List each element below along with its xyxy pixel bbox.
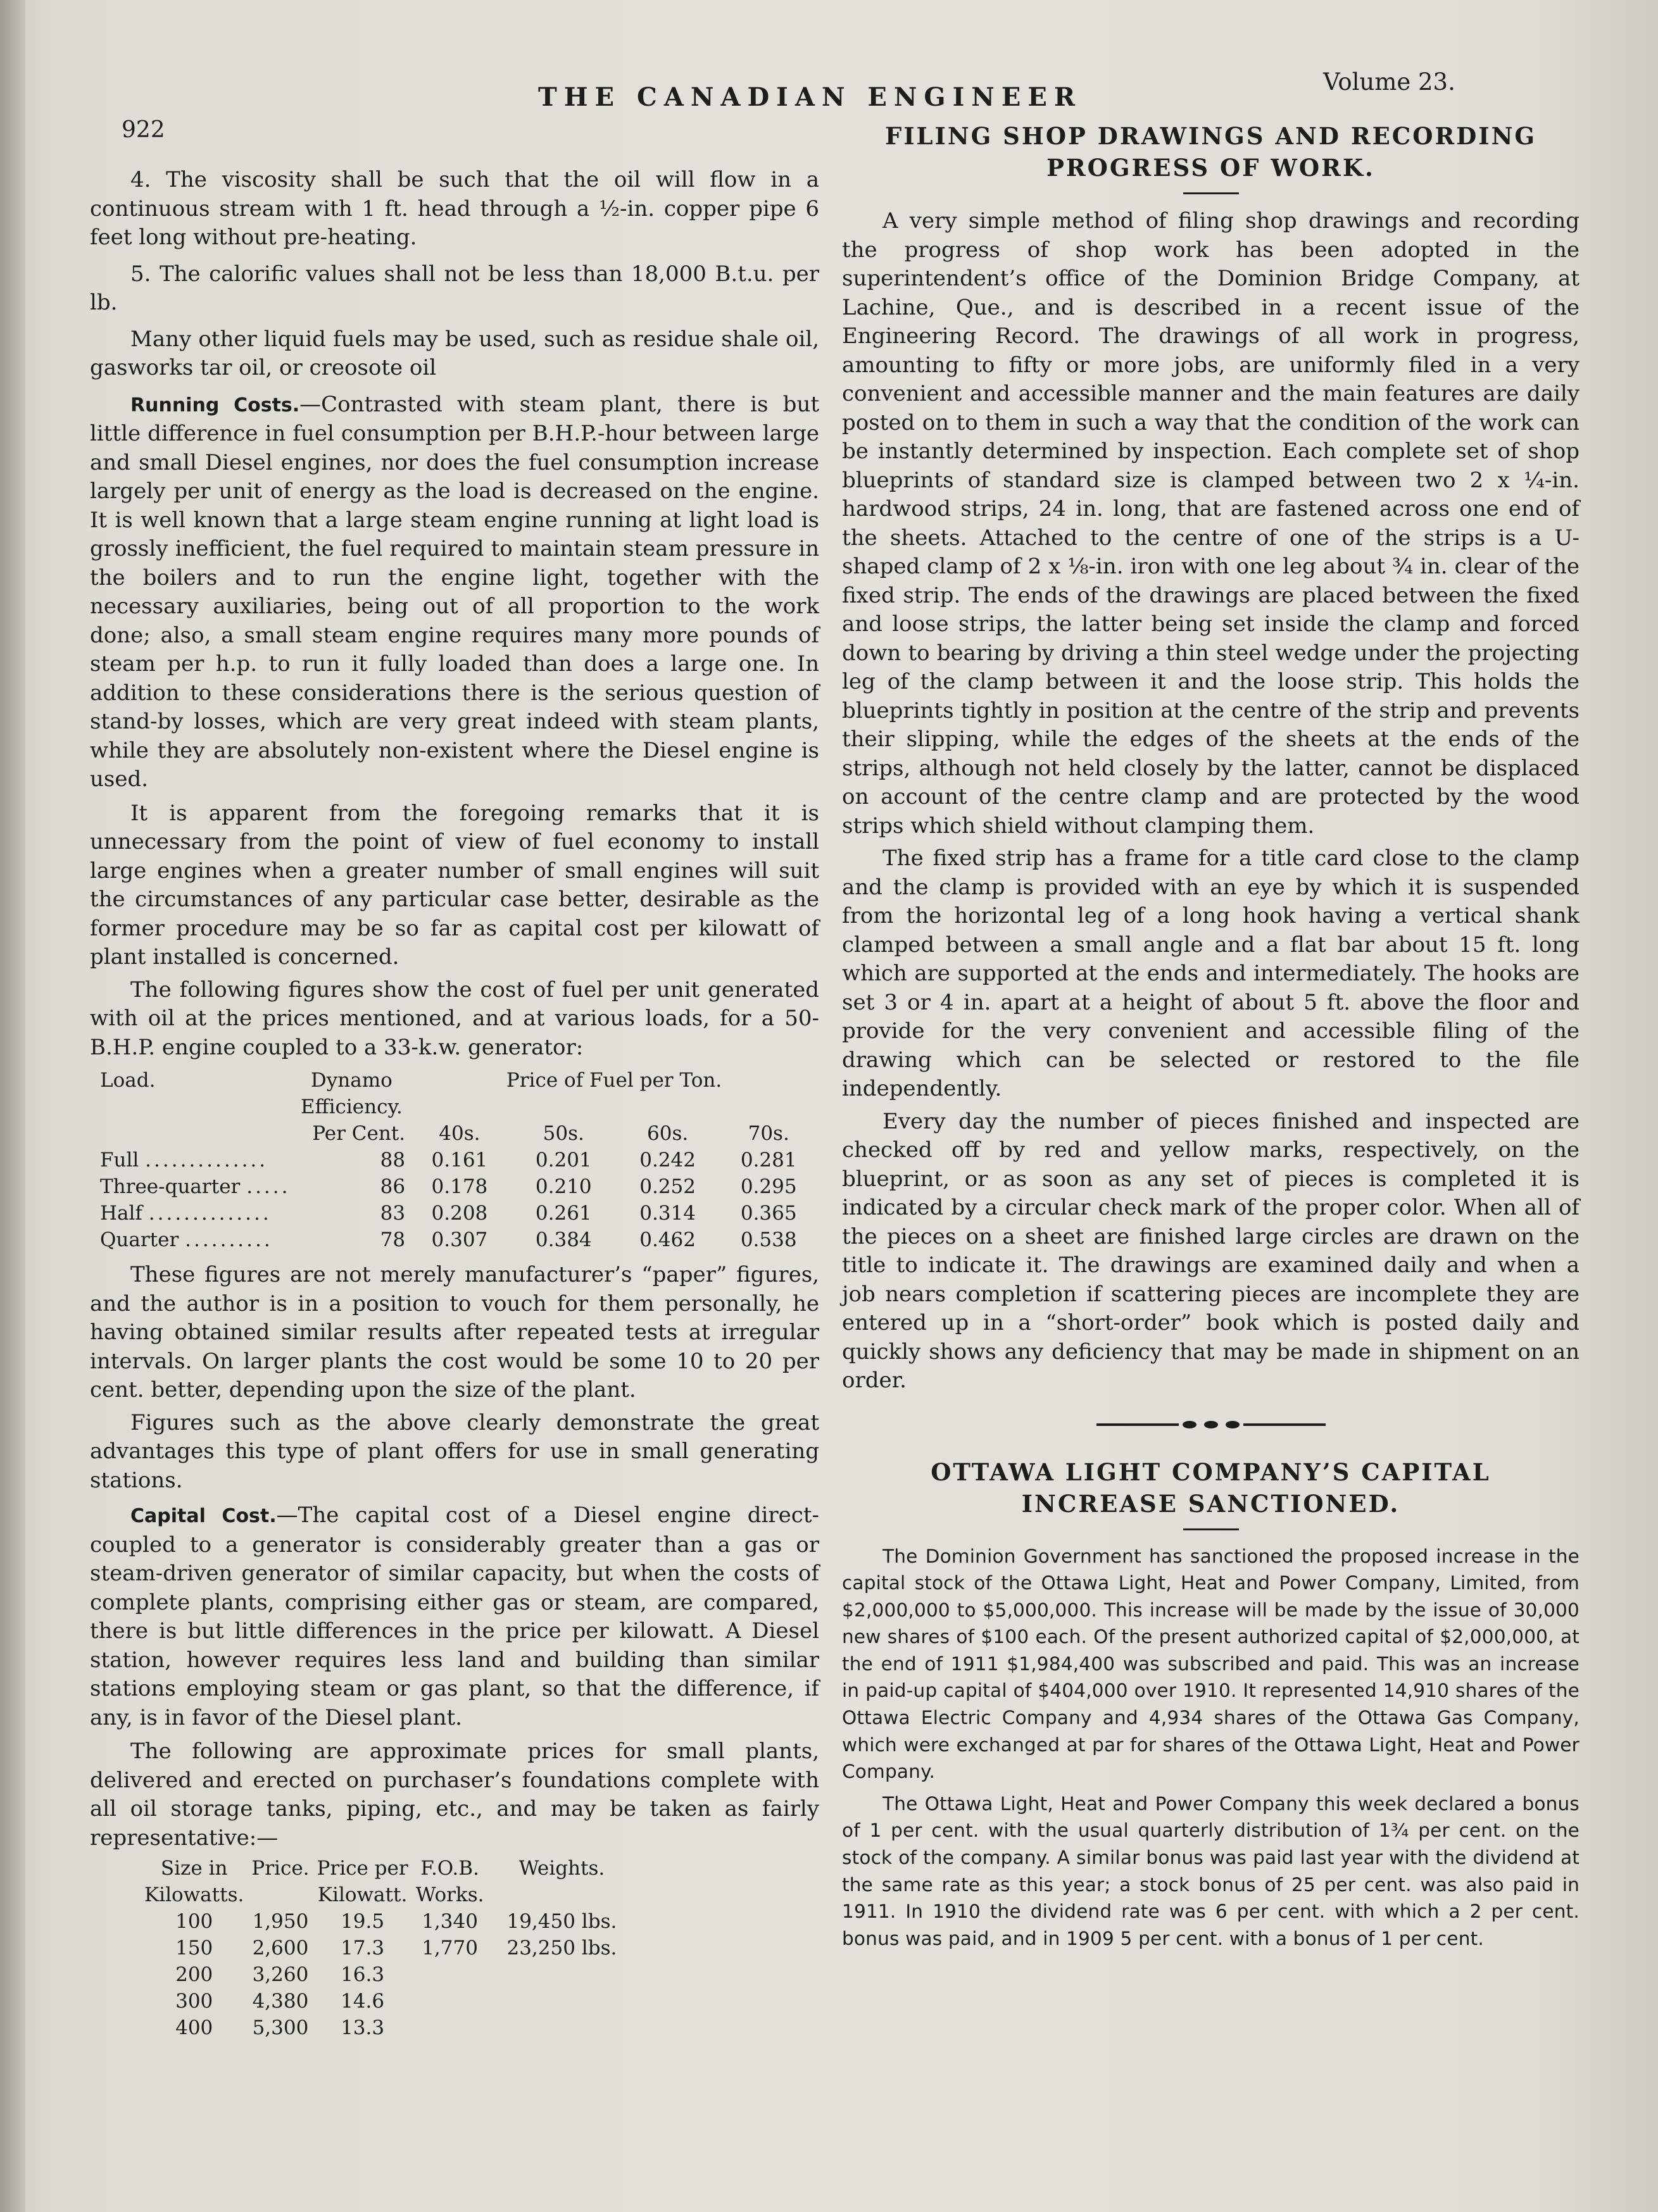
table-cell: 150 — [175, 1937, 213, 1959]
volume-label: Volume 23. — [1323, 68, 1455, 96]
row-label: Half — [100, 1202, 142, 1225]
table-cell: 0.201 — [535, 1149, 592, 1172]
table-row — [96, 1147, 819, 1173]
table-cell: 78 — [380, 1228, 406, 1251]
left-column — [90, 166, 819, 2041]
table-cell: 17.3 — [341, 1937, 385, 1959]
table-cell: 1,770 — [422, 1937, 478, 1959]
title-line: OTTAWA LIGHT COMPANY’S CAPITAL — [931, 1458, 1491, 1486]
column-header: Price. — [251, 1857, 310, 1880]
table-cell: 0.208 — [431, 1202, 488, 1225]
table-cell — [412, 2015, 488, 2041]
table-cell — [487, 1988, 620, 2015]
section-heading: Running Costs. — [130, 394, 300, 416]
table-row — [141, 1988, 620, 2015]
table-cell: 3,260 — [252, 1963, 309, 1986]
table-cell: 100 — [175, 1910, 213, 1933]
section-heading: Capital Cost. — [130, 1505, 277, 1527]
paragraph: Every day the number of pieces finished and inspected are checked off by red and yellow marks, respectively, on the blueprint, or as soon as any set of pieces is completed it is indicated by a circular check mark of the proper color. When all of the pieces on a sheet are finished large circles are drawn on the title to indicate it. The drawings are examined daily and when a job nears completion if scattering pieces are incomplete they are entered up in a “short-order” book which is posted daily and quickly shows any deficiency that may be made in shipment on an order. — [842, 1108, 1579, 1393]
paragraph: Many other liquid fuels may be used, such as residue shale oil, gasworks tar oil, or creosote oil — [90, 326, 819, 380]
table-header-row — [141, 1882, 620, 1908]
leader-dots: .............. — [148, 1202, 272, 1225]
table-cell: 86 — [380, 1175, 406, 1198]
column-header: Efficiency. — [300, 1096, 403, 1118]
table-cell: 5,300 — [252, 2016, 309, 2039]
table-cell: 2,600 — [252, 1937, 309, 1959]
column-header: Dynamo — [310, 1069, 393, 1092]
paragraph — [90, 391, 819, 794]
article-title — [842, 1456, 1579, 1520]
table-row — [141, 1935, 620, 1961]
table-cell: 14.6 — [341, 1990, 385, 2013]
journal-title: THE CANADIAN ENGINEER — [538, 82, 1083, 112]
paragraph: 4. The viscosity shall be such that the oil will flow in a continuous stream with 1 ft. head through a ½-in. copper pipe 6 feet long without pre-heating. — [90, 167, 819, 250]
paragraph: The Ottawa Light, Heat and Power Company this week declared a bonus of 1 per cent. with the usual quarterly distribution of 1¾ per cent. on the stock of the company. A similar bonus was paid last year with the dividend at the same rate as this year; a stock bonus of 25 per cent. was also paid in 1911. In 1910 the dividend rate was 6 per cent. with which a 2 per cent. bonus was paid, and in 1909 5 per cent. with a bonus of 1 per cent. — [842, 1792, 1579, 1949]
row-label: Full — [100, 1149, 139, 1172]
table-cell: 83 — [380, 1202, 406, 1225]
column-header: Kilowatts. — [144, 1884, 244, 1906]
column-header: Per Cent. — [312, 1122, 406, 1145]
table-cell: 300 — [175, 1990, 213, 2013]
column-header: Price per — [317, 1857, 408, 1880]
column-header: 70s. — [748, 1122, 789, 1145]
column-header: 50s. — [543, 1122, 584, 1145]
paragraph: The following figures show the cost of fuel per unit generated with oil at the prices mentioned, and at various loads, for a 50-B.H.P. engine coupled to a 33-k.w. generator: — [90, 977, 819, 1060]
section-ornament — [842, 1421, 1579, 1428]
column-header: 40s. — [439, 1122, 480, 1145]
table-row — [141, 1908, 620, 1935]
paragraph: The following are approximate prices for small plants, delivered and erected on purchaser’s foundations complete with all oil storage tanks, piping, etc., and may be taken as fairly representative:— — [90, 1739, 819, 1851]
table-cell — [412, 1988, 488, 2015]
table-cell: 0.295 — [740, 1175, 797, 1198]
paragraph-text: —The capital cost of a Diesel engine direct-coupled to a generator is considerably greater than a gas or steam-driven generator of similar capacity, but when the costs of complete plants, comprising either gas or steam, are compared, there is but little differences in the price per kilowatt. A Diesel station, however requires less land and building than similar stations employing steam or gas plant, so that the difference, if any, is in favor of the Diesel plant. — [90, 1503, 819, 1730]
table-cell: 16.3 — [341, 1963, 385, 1986]
table-header-row — [141, 1855, 620, 1882]
paragraph: 5. The calorific values shall not be less than 18,000 B.t.u. per lb. — [90, 261, 819, 315]
table-row — [96, 1227, 819, 1253]
table-cell — [487, 1961, 620, 1988]
table-cell: 0.178 — [431, 1175, 488, 1198]
table-cell: 19.5 — [341, 1910, 385, 1933]
article-body — [842, 1543, 1579, 1953]
column-header: Price of Fuel per Ton. — [506, 1069, 722, 1092]
table-cell: 0.252 — [639, 1175, 696, 1198]
column-header: Works. — [415, 1884, 484, 1906]
table-cell: 0.261 — [535, 1202, 592, 1225]
table-cell: 0.462 — [639, 1228, 696, 1251]
table-cell: 0.538 — [740, 1228, 797, 1251]
paragraph: These figures are not merely manufacturer’s “paper” figures, and the author is in a position to vouch for them personally, he having obtained similar results after repeated tests at irregular intervals. On larger plants the cost would be some 10 to 20 per cent. better, depending upon the size of the plant. — [90, 1262, 819, 1403]
table-cell: 0.281 — [740, 1149, 797, 1172]
table-cell: 0.307 — [431, 1228, 488, 1251]
paragraph — [90, 1501, 819, 1732]
column-header: 60s. — [647, 1122, 689, 1145]
table-header-row — [96, 1094, 819, 1120]
leader-dots: ..... — [246, 1175, 291, 1198]
row-label: Three-quarter — [100, 1175, 241, 1198]
column-header: Weights. — [518, 1857, 605, 1880]
page-number: 922 — [122, 117, 165, 143]
table-cell: 400 — [175, 2016, 213, 2039]
table-row — [96, 1200, 819, 1227]
title-line: FILING SHOP DRAWINGS AND RECORDING — [884, 122, 1537, 150]
title-rule — [1183, 1528, 1239, 1530]
table-cell: 1,950 — [252, 1910, 309, 1933]
column-header: Kilowatt. — [317, 1884, 408, 1906]
table-cell: 13.3 — [341, 2016, 385, 2039]
article-title — [842, 120, 1579, 184]
table-cell: 0.384 — [535, 1228, 592, 1251]
paragraph: The fixed strip has a frame for a title card close to the clamp and the clamp is provided with an eye by which it is suspended from the horizontal leg of a long hook having a vertical shank clamped between a small angle and a flat bar about 15 ft. long which are supported at the ends and intermediately. The hooks are set 3 or 4 in. apart at a height of about 5 ft. above the floor and provide for the very convenient and accessible filing of the drawing which can be selected or restored to the file independently. — [842, 846, 1579, 1101]
table-cell: 200 — [175, 1963, 213, 1986]
binding-gutter — [0, 0, 25, 2212]
column-header: Load. — [100, 1069, 156, 1092]
table-cell: 0.242 — [639, 1149, 696, 1172]
title-line: INCREASE SANCTIONED. — [1021, 1489, 1400, 1518]
plant-prices-table — [141, 1855, 620, 2041]
column-header: F.O.B. — [420, 1857, 479, 1880]
paragraph: Figures such as the above clearly demonstrate the great advantages this type of plant offers for use in small generating stations. — [90, 1409, 819, 1493]
table-cell: 0.365 — [740, 1202, 797, 1225]
table-row — [141, 2015, 620, 2041]
title-line: PROGRESS OF WORK. — [1046, 154, 1375, 182]
table-cell: 1,340 — [422, 1910, 478, 1933]
column-header: Size in — [160, 1857, 228, 1880]
right-column — [842, 120, 1579, 1952]
table-cell: 19,450 lbs. — [506, 1910, 617, 1933]
table-row — [96, 1173, 819, 1200]
table-header-row — [96, 1067, 819, 1094]
leader-dots: .............. — [145, 1149, 268, 1172]
table-cell: 23,250 lbs. — [506, 1937, 617, 1959]
table-cell: 88 — [380, 1149, 406, 1172]
table-cell: 4,380 — [252, 1990, 309, 2013]
table-cell: 0.210 — [535, 1175, 592, 1198]
fuel-cost-table — [96, 1067, 819, 1253]
row-label: Quarter — [100, 1228, 179, 1251]
table-row — [141, 1961, 620, 1988]
paragraph: A very simple method of filing shop drawings and recording the progress of shop work has been adopted in the superintendent’s office of the Dominion Bridge Company, at Lachine, Que., and is described in a recent issue of the Engineering Record. The drawings of all work in progress, amounting to fifty or more jobs, are uniformly filed in a very convenient and accessible manner and the main features are daily posted on to them in such a way that the condition of the work can be instantly determined by inspection. Each complete set of shop blueprints of standard size is clamped between two 2 x ¼-in. hardwood strips, 24 in. long, that are fastened across one end of the sheets. Attached to the centre of one of the strips is a U-shaped clamp of 2 x ⅛-in. iron with one leg about ¾ in. clear of the fixed strip. The ends of the drawings are placed between the fixed and loose strips, the latter being set inside the clamp and forced down to bearing by driving a thin steel wedge under the projecting leg of the clamp between it and the loose strip. This holds the blueprints tightly in position at the centre of the strip and prevents their slipping, while the edges of the sheets at the ends of the strips, although not held closely by the latter, cannot be displaced on account of the centre clamp and are protected by the wood strips which shield without clamping them. — [842, 208, 1579, 839]
table-cell — [487, 2015, 620, 2041]
paragraph: The Dominion Government has sanctioned the proposed increase in the capital stock of the Ottawa Light, Heat and Power Company, Limited, from $2,000,000 to $5,000,000. This increase will be made by the issue of 30,000 new shares of $100 each. Of the present authorized capital of $2,000,000, at the end of 1911 $1,984,400 was subscribed and paid. This was an increase in paid-up capital of $404,000 over 1910. It represented 14,910 shares of the Ottawa Electric Company and 4,934 shares of the Ottawa Gas Company, which were exchanged at par for shares of the Ottawa Light, Heat and Power Company. — [842, 1545, 1579, 1783]
table-header-row — [96, 1120, 819, 1147]
title-rule — [1183, 192, 1239, 194]
table-cell: 0.161 — [431, 1149, 488, 1172]
leader-dots: .......... — [185, 1228, 273, 1251]
table-cell: 0.314 — [639, 1202, 696, 1225]
paragraph: It is apparent from the foregoing remarks that it is unnecessary from the point of view of fuel economy to install large engines when a greater number of small engines will suit the circumstances of any particular case better, desirable as the former procedure may be so far as capital cost per kilowatt of plant installed is concerned. — [90, 800, 819, 970]
table-cell — [412, 1961, 488, 1988]
paragraph-text: —Contrasted with steam plant, there is but little difference in fuel consumption per B.H.P.-hour between large and small Diesel engines, nor does the fuel consumption increase largely per unit of energy as the load is decreased on the engine. It is well known that a large steam engine running at light load is grossly inefficient, the fuel required to maintain steam pressure in the boilers and to run the engine light, together with the necessary auxiliaries, being out of all proportion to the work done; also, a small steam engine requires many more pounds of steam per h.p. to run it fully loaded than does a large one. In addition to these considerations there is the serious question of stand-by losses, which are very great indeed with steam plants, while they are absolutely non-existent where the Diesel engine is used. — [90, 391, 819, 792]
